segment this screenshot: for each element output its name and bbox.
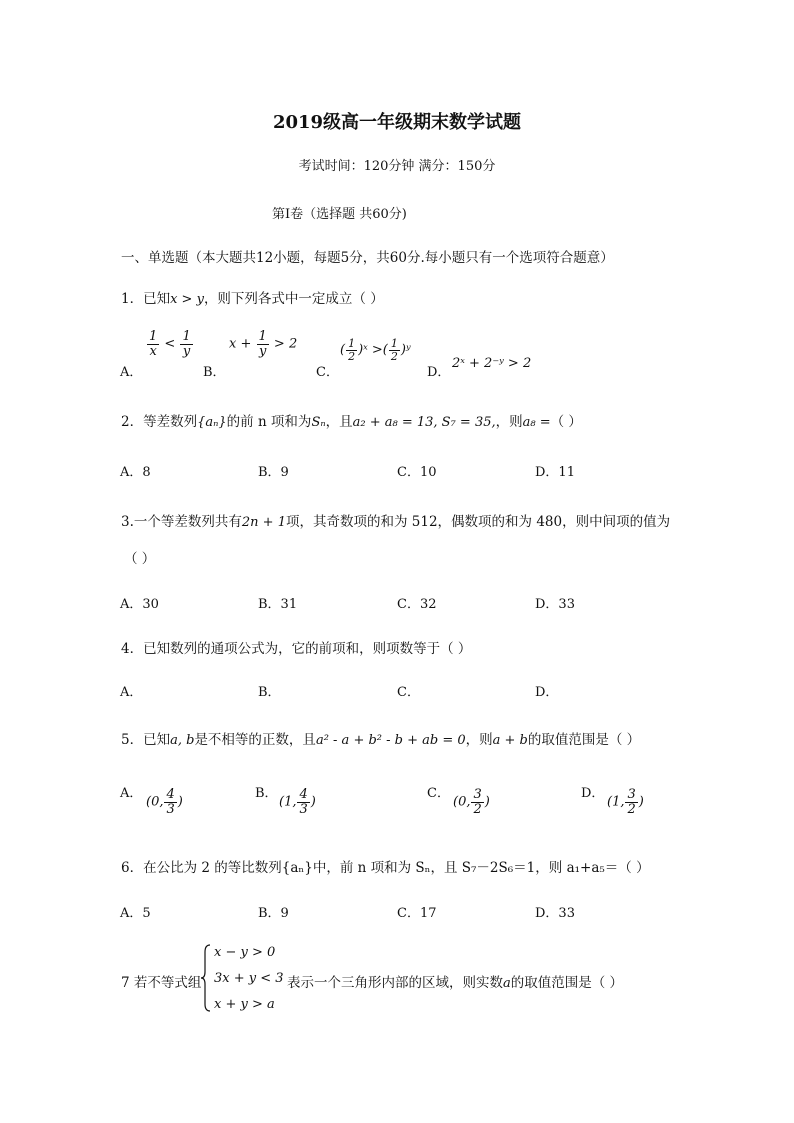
q5-sum: a + b xyxy=(492,733,528,748)
q5-option-b-expr xyxy=(279,788,316,816)
q1-b-post: > 2 xyxy=(273,336,298,352)
q7-stem-post-text: 表示一个三角形内部的区域，则实数 xyxy=(287,975,503,991)
q1-stem-math: x > y xyxy=(170,292,204,307)
q1-a-frac2 xyxy=(180,330,192,358)
q6-option-d: D．33 xyxy=(535,906,575,921)
q5-option-a-expr xyxy=(146,788,183,816)
q7-stem-pre: 7 若不等式组 xyxy=(121,975,202,991)
q2-stem-mid2: ，且 xyxy=(325,414,353,430)
q1-c-d2: 2 xyxy=(390,349,398,363)
q5-ab: a, b xyxy=(170,733,195,748)
q1-a-lt: < xyxy=(164,336,176,352)
q2-stem-post: ，则 xyxy=(495,414,523,430)
q1-a-den1: x xyxy=(149,343,157,359)
q1-c-d1: 2 xyxy=(348,349,356,363)
q1-option-d-label: D． xyxy=(427,365,451,380)
q5-option-c-expr xyxy=(453,788,490,816)
q1-a-num1: 1 xyxy=(149,329,158,344)
q1-c-open: ( xyxy=(340,342,346,358)
q2-seq: {aₙ} xyxy=(197,415,227,430)
q5-cond: a² - a + b² - b + ab = 0 xyxy=(315,733,466,748)
q6-stem: 6．在公比为 2 的等比数列{aₙ}中，前 n 项和为 Sₙ，且 S₇－2S₆＝1，则 a₁+a₅＝（ ） xyxy=(121,860,650,876)
volume-heading: 第I卷（选择题 共60分) xyxy=(272,207,407,222)
q5-c-n: 3 xyxy=(473,787,482,802)
q5-option-d-label: D． xyxy=(581,786,605,801)
q5-d-frac xyxy=(625,788,637,816)
q1-a-den2: y xyxy=(182,343,191,359)
q5-d-close: ) xyxy=(638,794,644,810)
q7-var-a: a xyxy=(503,976,511,991)
q2-option-a: A．8 xyxy=(120,465,151,480)
q1-b-pre: x + xyxy=(229,336,252,352)
q1-c-frac2 xyxy=(389,338,400,362)
q2-option-d: D．11 xyxy=(535,465,575,480)
q6-option-c: C．17 xyxy=(397,906,437,921)
q5-a-n: 4 xyxy=(166,787,175,802)
q1-a-num2: 1 xyxy=(182,329,191,344)
q1-b-den: y xyxy=(258,343,267,359)
q7-stem-end: 的取值范围是（ ） xyxy=(510,975,624,991)
q2-sn: Sₙ xyxy=(311,415,326,430)
q5-a-d: 3 xyxy=(166,801,175,817)
q4-option-b: B． xyxy=(258,685,281,700)
q3-option-b: B．31 xyxy=(258,597,298,612)
q4-stem: 4．已知数列的通项公式为，它的前项和，则项数等于（ ） xyxy=(121,641,472,657)
q5-a-frac xyxy=(164,788,176,816)
q1-b-num: 1 xyxy=(258,329,267,344)
q2-stem-end: （ ） xyxy=(550,414,582,430)
q5-b-d: 3 xyxy=(299,801,308,817)
q6-option-b: B．9 xyxy=(258,906,289,921)
q4-option-d: D． xyxy=(535,685,559,700)
q5-option-a-label: A． xyxy=(120,786,143,801)
exam-subtitle: 考试时间：120分钟 满分：150分 xyxy=(298,159,496,174)
q1-c-mid: )ˣ >( xyxy=(358,342,388,358)
q7-system-line-2: 3x + y < 3 xyxy=(214,971,284,986)
q1-c-n1: 1 xyxy=(348,337,356,350)
q1-option-a-label: A． xyxy=(120,365,143,380)
q3-stem xyxy=(121,510,670,530)
q1-a-frac1 xyxy=(147,330,159,358)
q2-option-c: C．10 xyxy=(397,465,437,480)
q5-d-open: (1, xyxy=(607,794,625,810)
q4-option-c: C． xyxy=(397,685,420,700)
q5-stem-end: 的取值范围是（ ） xyxy=(527,732,641,748)
q1-option-d-expr: 2ˣ + 2⁻ʸ > 2 xyxy=(452,356,532,371)
q5-b-frac xyxy=(297,788,309,816)
q7-stem-post xyxy=(287,971,623,991)
q1-option-a-expr xyxy=(146,330,194,358)
q5-d-d: 2 xyxy=(627,801,636,817)
q5-c-close: ) xyxy=(484,794,490,810)
q5-b-open: (1, xyxy=(279,794,297,810)
q7-system-line-1: x − y > 0 xyxy=(214,945,276,960)
q5-option-b-label: B． xyxy=(255,786,278,801)
q3-stem-post: 项，其奇数项的和为 512，偶数项的和为 480，则中间项的值为 xyxy=(285,514,671,530)
q3-option-c: C．32 xyxy=(397,597,437,612)
q5-b-close: ) xyxy=(310,794,316,810)
q3-math: 2n + 1 xyxy=(241,515,286,530)
q6-option-a: A．5 xyxy=(120,906,151,921)
left-brace-icon xyxy=(201,944,211,1012)
q5-option-d-expr xyxy=(607,788,644,816)
q1-stem-pre: 1．已知 xyxy=(121,291,171,307)
q7-system-line-3: x + y > a xyxy=(214,997,275,1012)
q1-b-frac xyxy=(257,330,269,358)
q5-d-n: 3 xyxy=(627,787,636,802)
q2-stem-mid: 的前 n 项和为 xyxy=(226,414,312,430)
q2-option-b: B．9 xyxy=(258,465,289,480)
q5-c-d: 2 xyxy=(473,801,482,817)
q5-stem-post: ，则 xyxy=(465,732,493,748)
q1-c-close: )ʸ xyxy=(400,342,411,358)
exam-title: 2019级高一年级期末数学试题 xyxy=(272,112,522,133)
q5-stem-pre: 5．已知 xyxy=(121,732,171,748)
q5-option-c-label: C． xyxy=(427,786,450,801)
q1-stem xyxy=(121,287,384,307)
q1-option-b-label: B． xyxy=(203,365,226,380)
q5-a-open: (0, xyxy=(146,794,164,810)
q5-stem-mid: 是不相等的正数，且 xyxy=(194,732,316,748)
q1-c-frac1 xyxy=(346,338,357,362)
q3-option-d: D．33 xyxy=(535,597,575,612)
q1-option-c-expr xyxy=(340,338,411,362)
q3-paren: （ ） xyxy=(124,551,156,567)
q1-stem-post: ，则下列各式中一定成立（ ） xyxy=(203,291,384,307)
q1-option-b-expr xyxy=(229,330,297,358)
q5-stem xyxy=(121,728,640,748)
section-heading: 一、单选题（本大题共12小题，每题5分，共60分.每小题只有一个选项符合题意） xyxy=(121,250,614,266)
q5-c-frac xyxy=(471,788,483,816)
q2-cond: a₂ + a₈ = 13, S₇ = 35, xyxy=(352,415,496,430)
q4-option-a: A． xyxy=(120,685,143,700)
q5-c-open: (0, xyxy=(453,794,471,810)
q2-a8: a₈ = xyxy=(522,415,551,430)
q2-stem-pre: 2．等差数列 xyxy=(121,414,198,430)
q1-c-n2: 1 xyxy=(390,337,398,350)
q2-stem xyxy=(121,410,582,430)
q5-b-n: 4 xyxy=(299,787,308,802)
q3-option-a: A．30 xyxy=(120,597,159,612)
q3-stem-pre: 3.一个等差数列共有 xyxy=(121,514,242,530)
q1-option-c-label: C． xyxy=(316,365,339,380)
q5-a-close: ) xyxy=(177,794,183,810)
